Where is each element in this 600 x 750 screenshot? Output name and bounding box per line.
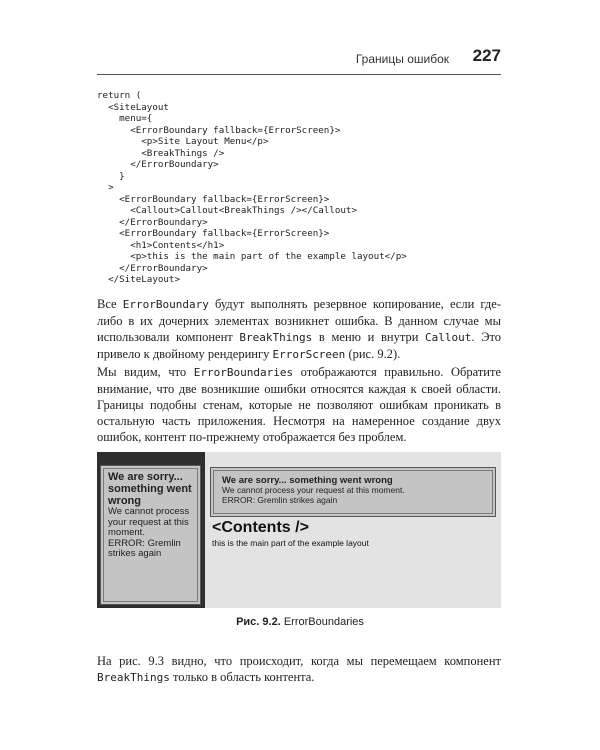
page-header	[97, 46, 501, 75]
text-run: только в область контента.	[169, 670, 315, 684]
inline-code: ErrorBoundary	[122, 298, 209, 311]
inline-code: BreakThings	[97, 671, 170, 684]
text-run: Все	[97, 297, 123, 311]
contents-heading: <Contents />	[212, 519, 309, 536]
error-message: We cannot process your request at this moment.	[222, 485, 405, 495]
inline-code: Callout	[425, 331, 472, 344]
text-run: в меню и внутри	[312, 330, 426, 344]
sidebar-error-screen	[103, 468, 198, 602]
contents-text: this is the main part of the example layout	[212, 538, 369, 548]
text-run: будут выполнять резервное копирование, если где-либо в их дочерних элементах возникнет ошибка. В данном случае мы использовали компонент	[97, 297, 501, 344]
text-run: отображаются правильно. Обратите внимание, что две возникшие ошибки относятся каждая к своей области. Границы подобны стенам, которые не позволяют ошибкам проникать в остальную часть приложения. Несмотря на намеренное создание двух ошибок, контент по-прежнему отображается без проблем.	[97, 365, 501, 444]
paragraph-next-figure	[97, 653, 501, 686]
error-message: We cannot process your request at this moment.	[108, 506, 190, 538]
text-run: На рис. 9.3 видно, что происходит, когда мы перемещаем компонент	[97, 654, 501, 668]
text-run: . Это привело к двойному рендерингу	[97, 330, 501, 361]
inline-code: ErrorBoundaries	[193, 366, 294, 379]
page-number: 227	[472, 46, 501, 65]
figure-caption	[0, 616, 600, 628]
paragraph-error-boundary	[97, 296, 501, 363]
inline-code: BreakThings	[239, 331, 313, 344]
error-title: We are sorry... something went wrong	[108, 471, 192, 507]
inline-code: ErrorScreen	[272, 348, 346, 361]
error-detail: ERROR: Gremlin strikes again	[222, 494, 338, 505]
text-run: (рис. 9.2).	[345, 347, 401, 361]
error-detail: ERROR: Gremlin strikes again	[108, 537, 181, 559]
callout-error-screen	[213, 470, 493, 514]
paragraph-boundaries-explained	[97, 364, 501, 445]
text-run: Мы видим, что	[97, 365, 194, 379]
figure-error-boundaries	[97, 452, 501, 608]
code-listing: return ( <SiteLayout menu={ <ErrorBoundary fallback={ErrorScreen}> <p>Site Layout Menu</p> <BreakThings /> </ErrorBoundary> } > <ErrorBoundary fallback={ErrorScreen}> <Callout>Callout<BreakThings /></Callout> </ErrorBoundary> <ErrorBoundary fallback={ErrorScreen}> <h1>Contents</h1> <p>this is the main part of the example layout</p> </ErrorBoundary> </SiteLayout>	[97, 90, 407, 285]
caption-text: ErrorBoundaries	[280, 616, 364, 628]
error-title: We are sorry... something went wrong	[222, 475, 393, 486]
caption-number: Рис. 9.2.	[236, 616, 281, 628]
running-title: Границы ошибок	[355, 52, 449, 66]
